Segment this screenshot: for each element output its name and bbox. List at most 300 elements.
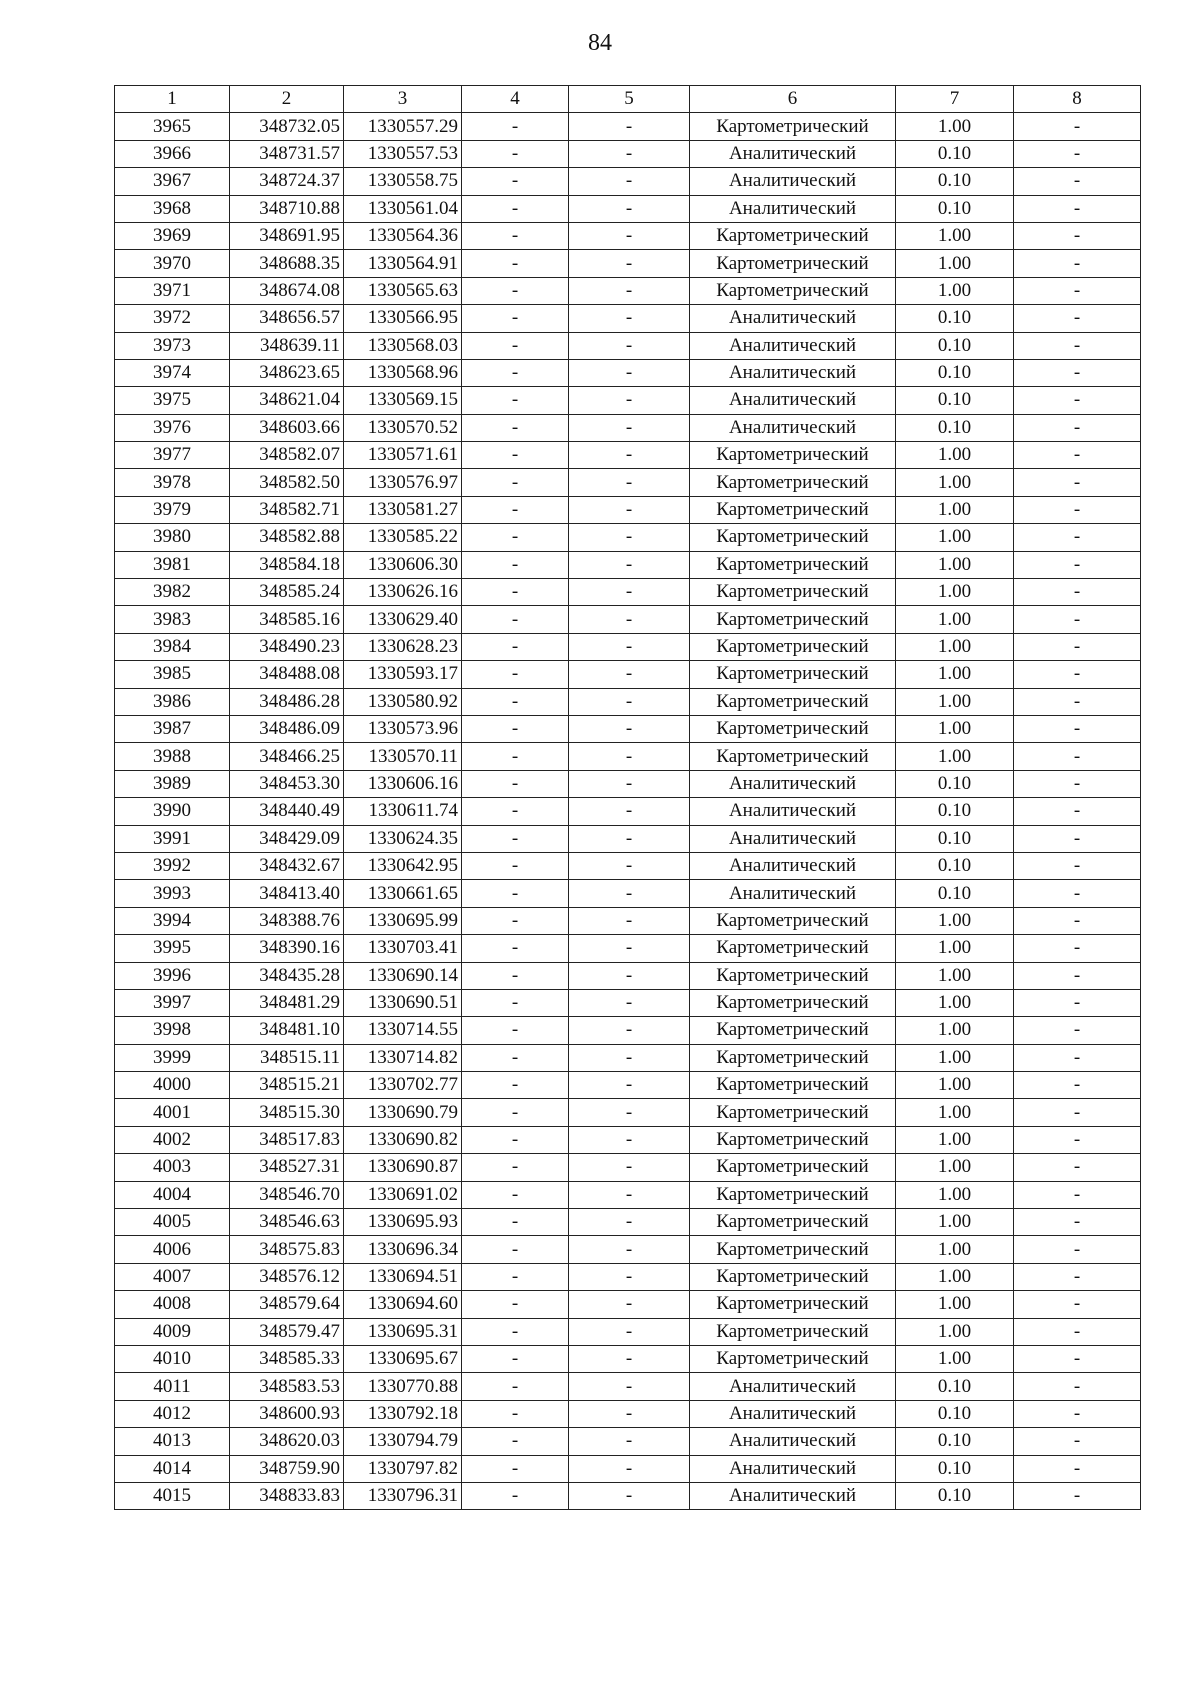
- table-cell: -: [1014, 1044, 1141, 1071]
- column-header: 6: [690, 86, 896, 113]
- table-cell: 3997: [115, 989, 230, 1016]
- table-cell: 3984: [115, 633, 230, 660]
- table-row: [115, 1126, 1141, 1153]
- table-row: [115, 1455, 1141, 1482]
- table-cell: 4006: [115, 1236, 230, 1263]
- table-cell: 348582.71: [230, 496, 344, 523]
- table-cell: 0.10: [896, 332, 1014, 359]
- table-cell: Картометрический: [690, 1154, 896, 1181]
- table-cell: Картометрический: [690, 113, 896, 140]
- table-cell: 1330571.61: [344, 442, 462, 469]
- table-cell: 348585.16: [230, 606, 344, 633]
- table-cell: -: [462, 962, 569, 989]
- table-cell: -: [1014, 715, 1141, 742]
- table-cell: 348515.21: [230, 1072, 344, 1099]
- table-cell: -: [1014, 852, 1141, 879]
- table-cell: 348486.09: [230, 715, 344, 742]
- table-cell: 3993: [115, 880, 230, 907]
- table-cell: -: [1014, 907, 1141, 934]
- table-cell: -: [569, 387, 690, 414]
- table-cell: 348440.49: [230, 798, 344, 825]
- table-cell: Картометрический: [690, 1209, 896, 1236]
- table-cell: -: [569, 907, 690, 934]
- table-cell: Картометрический: [690, 1291, 896, 1318]
- table-cell: 1.00: [896, 250, 1014, 277]
- table-cell: 1330797.82: [344, 1455, 462, 1482]
- table-cell: 1330557.53: [344, 140, 462, 167]
- table-cell: 1.00: [896, 1263, 1014, 1290]
- table-cell: 1.00: [896, 524, 1014, 551]
- table-cell: 1330581.27: [344, 496, 462, 523]
- table-cell: -: [569, 1482, 690, 1509]
- table-cell: 4010: [115, 1345, 230, 1372]
- table-cell: 1.00: [896, 1236, 1014, 1263]
- table-cell: 3989: [115, 770, 230, 797]
- table-row: [115, 962, 1141, 989]
- table-row: [115, 770, 1141, 797]
- table-cell: 348585.24: [230, 579, 344, 606]
- table-cell: 1330796.31: [344, 1482, 462, 1509]
- table-cell: -: [462, 606, 569, 633]
- table-cell: -: [462, 1236, 569, 1263]
- table-cell: 348732.05: [230, 113, 344, 140]
- table-row: [115, 113, 1141, 140]
- table-cell: -: [462, 1044, 569, 1071]
- table-row: [115, 195, 1141, 222]
- table-row: [115, 880, 1141, 907]
- table-cell: -: [1014, 1209, 1141, 1236]
- table-cell: 3974: [115, 359, 230, 386]
- table-cell: 348432.67: [230, 852, 344, 879]
- table-cell: 1.00: [896, 606, 1014, 633]
- table-cell: 1330565.63: [344, 277, 462, 304]
- table-cell: -: [462, 496, 569, 523]
- table-cell: 4008: [115, 1291, 230, 1318]
- table-cell: 1330628.23: [344, 633, 462, 660]
- table-cell: 348517.83: [230, 1126, 344, 1153]
- table-cell: 1.00: [896, 222, 1014, 249]
- table-cell: 1.00: [896, 1099, 1014, 1126]
- table-cell: 1.00: [896, 1072, 1014, 1099]
- table-cell: 1.00: [896, 743, 1014, 770]
- table-cell: 1.00: [896, 551, 1014, 578]
- table-row: [115, 359, 1141, 386]
- table-cell: -: [462, 250, 569, 277]
- table-cell: 1330770.88: [344, 1373, 462, 1400]
- table-cell: 348583.53: [230, 1373, 344, 1400]
- table-cell: -: [1014, 332, 1141, 359]
- table-cell: Картометрический: [690, 962, 896, 989]
- table-cell: -: [1014, 1181, 1141, 1208]
- table-cell: Аналитический: [690, 168, 896, 195]
- table-cell: 348546.70: [230, 1181, 344, 1208]
- table-row: [115, 579, 1141, 606]
- table-cell: -: [462, 551, 569, 578]
- table-header-row: [115, 86, 1141, 113]
- table-cell: -: [462, 113, 569, 140]
- table-cell: 3966: [115, 140, 230, 167]
- table-cell: -: [569, 935, 690, 962]
- table-cell: 0.10: [896, 1482, 1014, 1509]
- table-cell: 1330695.67: [344, 1345, 462, 1372]
- table-cell: -: [462, 1318, 569, 1345]
- table-cell: 348490.23: [230, 633, 344, 660]
- table-cell: 1330690.87: [344, 1154, 462, 1181]
- table-row: [115, 551, 1141, 578]
- column-header: 2: [230, 86, 344, 113]
- table-row: [115, 414, 1141, 441]
- table-cell: 3988: [115, 743, 230, 770]
- table-cell: 0.10: [896, 195, 1014, 222]
- table-cell: 348674.08: [230, 277, 344, 304]
- table-cell: 1330573.96: [344, 715, 462, 742]
- table-cell: -: [462, 222, 569, 249]
- table-cell: -: [1014, 305, 1141, 332]
- table-cell: 3978: [115, 469, 230, 496]
- table-cell: 0.10: [896, 1373, 1014, 1400]
- table-cell: 3971: [115, 277, 230, 304]
- table-cell: Картометрический: [690, 496, 896, 523]
- table-cell: 3999: [115, 1044, 230, 1071]
- table-cell: -: [569, 715, 690, 742]
- table-cell: -: [569, 962, 690, 989]
- table-cell: Картометрический: [690, 1345, 896, 1372]
- table-cell: 1330626.16: [344, 579, 462, 606]
- table-cell: Картометрический: [690, 661, 896, 688]
- table-row: [115, 1099, 1141, 1126]
- table-cell: 1330794.79: [344, 1428, 462, 1455]
- table-cell: 1330702.77: [344, 1072, 462, 1099]
- table-cell: -: [1014, 962, 1141, 989]
- table-cell: -: [1014, 633, 1141, 660]
- table-cell: 0.10: [896, 414, 1014, 441]
- table-cell: Картометрический: [690, 907, 896, 934]
- table-cell: -: [569, 606, 690, 633]
- table-cell: -: [569, 1044, 690, 1071]
- table-cell: -: [569, 551, 690, 578]
- table-cell: 0.10: [896, 880, 1014, 907]
- table-cell: 1.00: [896, 1291, 1014, 1318]
- table-row: [115, 661, 1141, 688]
- table-cell: -: [462, 770, 569, 797]
- table-cell: 1330570.11: [344, 743, 462, 770]
- table-cell: 1.00: [896, 1181, 1014, 1208]
- table-cell: 1330694.60: [344, 1291, 462, 1318]
- table-cell: 348585.33: [230, 1345, 344, 1372]
- table-cell: 348724.37: [230, 168, 344, 195]
- table-cell: -: [462, 140, 569, 167]
- table-cell: -: [569, 140, 690, 167]
- table-cell: -: [1014, 1072, 1141, 1099]
- table-cell: Аналитический: [690, 825, 896, 852]
- table-cell: 3975: [115, 387, 230, 414]
- table-cell: Картометрический: [690, 579, 896, 606]
- table-cell: Аналитический: [690, 1373, 896, 1400]
- table-cell: 1.00: [896, 633, 1014, 660]
- table-cell: 1330569.15: [344, 387, 462, 414]
- column-header: 5: [569, 86, 690, 113]
- table-cell: 1330585.22: [344, 524, 462, 551]
- table-cell: 3980: [115, 524, 230, 551]
- table-cell: -: [462, 1126, 569, 1153]
- table-cell: 1.00: [896, 469, 1014, 496]
- table-cell: 3979: [115, 496, 230, 523]
- table-cell: -: [569, 579, 690, 606]
- table-cell: Картометрический: [690, 524, 896, 551]
- table-cell: -: [1014, 524, 1141, 551]
- table-cell: 4002: [115, 1126, 230, 1153]
- table-cell: -: [1014, 469, 1141, 496]
- table-cell: 348481.10: [230, 1017, 344, 1044]
- table-cell: -: [462, 688, 569, 715]
- table-cell: -: [1014, 1345, 1141, 1372]
- table-cell: 4009: [115, 1318, 230, 1345]
- table-cell: 1330690.79: [344, 1099, 462, 1126]
- table-cell: 1330568.03: [344, 332, 462, 359]
- table-cell: 1330561.04: [344, 195, 462, 222]
- table-cell: -: [462, 1400, 569, 1427]
- table-row: [115, 907, 1141, 934]
- table-cell: Картометрический: [690, 989, 896, 1016]
- table-row: [115, 305, 1141, 332]
- table-cell: 1330690.82: [344, 1126, 462, 1153]
- table-cell: 1330695.99: [344, 907, 462, 934]
- table-cell: 348603.66: [230, 414, 344, 441]
- table-cell: 348481.29: [230, 989, 344, 1016]
- table-cell: 348731.57: [230, 140, 344, 167]
- table-cell: -: [1014, 551, 1141, 578]
- table-cell: -: [1014, 496, 1141, 523]
- table-cell: -: [569, 1099, 690, 1126]
- table-cell: Картометрический: [690, 1181, 896, 1208]
- column-header: 7: [896, 86, 1014, 113]
- table-cell: -: [569, 1154, 690, 1181]
- table-cell: 1.00: [896, 661, 1014, 688]
- table-cell: 3987: [115, 715, 230, 742]
- table-cell: 3990: [115, 798, 230, 825]
- table-cell: -: [569, 305, 690, 332]
- table-cell: -: [569, 770, 690, 797]
- table-cell: 0.10: [896, 770, 1014, 797]
- table-row: [115, 1209, 1141, 1236]
- table-cell: -: [462, 798, 569, 825]
- table-cell: -: [462, 579, 569, 606]
- table-cell: -: [462, 1154, 569, 1181]
- table-cell: Аналитический: [690, 305, 896, 332]
- table-cell: -: [462, 387, 569, 414]
- table-cell: -: [569, 496, 690, 523]
- table-cell: Картометрический: [690, 743, 896, 770]
- table-cell: -: [569, 1345, 690, 1372]
- table-cell: 348435.28: [230, 962, 344, 989]
- table-cell: 3973: [115, 332, 230, 359]
- table-cell: 348488.08: [230, 661, 344, 688]
- table-row: [115, 1400, 1141, 1427]
- table-cell: 348466.25: [230, 743, 344, 770]
- table-cell: 348584.18: [230, 551, 344, 578]
- table-cell: -: [569, 798, 690, 825]
- table-cell: -: [569, 442, 690, 469]
- table-cell: 0.10: [896, 852, 1014, 879]
- table-cell: -: [462, 442, 569, 469]
- table-row: [115, 222, 1141, 249]
- table-cell: -: [462, 825, 569, 852]
- table-cell: Картометрический: [690, 688, 896, 715]
- table-row: [115, 1263, 1141, 1290]
- table-row: [115, 1373, 1141, 1400]
- table-row: [115, 168, 1141, 195]
- table-cell: -: [569, 222, 690, 249]
- table-cell: -: [1014, 1428, 1141, 1455]
- table-cell: 348515.30: [230, 1099, 344, 1126]
- table-cell: -: [569, 633, 690, 660]
- table-row: [115, 743, 1141, 770]
- table-cell: Аналитический: [690, 195, 896, 222]
- table-cell: 1330690.51: [344, 989, 462, 1016]
- table-row: [115, 633, 1141, 660]
- table-cell: -: [569, 1209, 690, 1236]
- table-cell: 1330606.30: [344, 551, 462, 578]
- table-cell: -: [569, 277, 690, 304]
- table-row: [115, 496, 1141, 523]
- table-cell: -: [569, 195, 690, 222]
- table-cell: 348620.03: [230, 1428, 344, 1455]
- table-cell: 348833.83: [230, 1482, 344, 1509]
- table-cell: -: [462, 305, 569, 332]
- table-cell: -: [462, 633, 569, 660]
- table-cell: 1330564.36: [344, 222, 462, 249]
- table-cell: 348688.35: [230, 250, 344, 277]
- table-cell: -: [462, 1428, 569, 1455]
- table-row: [115, 715, 1141, 742]
- table-cell: -: [462, 359, 569, 386]
- table-cell: 1330557.29: [344, 113, 462, 140]
- table-cell: 3972: [115, 305, 230, 332]
- table-cell: -: [1014, 195, 1141, 222]
- table-cell: 4003: [115, 1154, 230, 1181]
- table-cell: 0.10: [896, 1455, 1014, 1482]
- table-cell: -: [1014, 798, 1141, 825]
- table-cell: 1330580.92: [344, 688, 462, 715]
- table-cell: -: [569, 1373, 690, 1400]
- table-cell: 1.00: [896, 1044, 1014, 1071]
- table-cell: -: [569, 1072, 690, 1099]
- table-cell: 4005: [115, 1209, 230, 1236]
- table-cell: -: [569, 989, 690, 1016]
- table-cell: 348486.28: [230, 688, 344, 715]
- table-cell: 348575.83: [230, 1236, 344, 1263]
- table-cell: 3970: [115, 250, 230, 277]
- table-cell: 4014: [115, 1455, 230, 1482]
- table-row: [115, 140, 1141, 167]
- table-row: [115, 1044, 1141, 1071]
- table-row: [115, 935, 1141, 962]
- table-cell: 348579.47: [230, 1318, 344, 1345]
- table-cell: 1.00: [896, 1126, 1014, 1153]
- table-cell: 1330558.75: [344, 168, 462, 195]
- table-cell: -: [569, 469, 690, 496]
- table-cell: 0.10: [896, 168, 1014, 195]
- table-cell: Картометрический: [690, 1236, 896, 1263]
- table-cell: -: [569, 332, 690, 359]
- table-row: [115, 524, 1141, 551]
- table-cell: 348639.11: [230, 332, 344, 359]
- table-cell: 3985: [115, 661, 230, 688]
- table-cell: -: [569, 852, 690, 879]
- table-cell: -: [462, 880, 569, 907]
- table-row: [115, 798, 1141, 825]
- table-cell: Аналитический: [690, 414, 896, 441]
- table-cell: -: [1014, 168, 1141, 195]
- table-cell: 0.10: [896, 1428, 1014, 1455]
- table-cell: 4015: [115, 1482, 230, 1509]
- table-cell: -: [569, 250, 690, 277]
- table-cell: 4007: [115, 1263, 230, 1290]
- table-cell: 348691.95: [230, 222, 344, 249]
- table-row: [115, 1482, 1141, 1509]
- table-cell: Аналитический: [690, 1428, 896, 1455]
- table-cell: -: [569, 688, 690, 715]
- table-cell: -: [1014, 1373, 1141, 1400]
- table-cell: -: [462, 1181, 569, 1208]
- table-cell: 1330695.31: [344, 1318, 462, 1345]
- table-cell: 1.00: [896, 579, 1014, 606]
- table-cell: 3977: [115, 442, 230, 469]
- table-cell: 348515.11: [230, 1044, 344, 1071]
- table-cell: -: [1014, 688, 1141, 715]
- table-cell: Картометрический: [690, 551, 896, 578]
- table-row: [115, 1154, 1141, 1181]
- table-cell: -: [1014, 277, 1141, 304]
- table-cell: 1.00: [896, 496, 1014, 523]
- table-cell: Аналитический: [690, 770, 896, 797]
- table-cell: -: [569, 1263, 690, 1290]
- table-cell: -: [569, 1318, 690, 1345]
- table-cell: Аналитический: [690, 1400, 896, 1427]
- table-cell: -: [462, 1373, 569, 1400]
- table-cell: 348579.64: [230, 1291, 344, 1318]
- table-cell: -: [462, 414, 569, 441]
- table-cell: 3995: [115, 935, 230, 962]
- table-row: [115, 1291, 1141, 1318]
- table-cell: 4011: [115, 1373, 230, 1400]
- table-cell: 3965: [115, 113, 230, 140]
- column-header: 1: [115, 86, 230, 113]
- table-cell: Картометрический: [690, 469, 896, 496]
- table-cell: Картометрический: [690, 1017, 896, 1044]
- table-cell: 348600.93: [230, 1400, 344, 1427]
- table-cell: -: [1014, 1126, 1141, 1153]
- table-cell: 0.10: [896, 359, 1014, 386]
- table-cell: 1330629.40: [344, 606, 462, 633]
- table-cell: Аналитический: [690, 798, 896, 825]
- table-row: [115, 1072, 1141, 1099]
- table-cell: -: [462, 1482, 569, 1509]
- table-row: [115, 825, 1141, 852]
- table-cell: Картометрический: [690, 277, 896, 304]
- table-cell: 1330661.65: [344, 880, 462, 907]
- table-cell: 4013: [115, 1428, 230, 1455]
- table-cell: -: [1014, 222, 1141, 249]
- table-cell: 3968: [115, 195, 230, 222]
- table-cell: -: [569, 1126, 690, 1153]
- table-cell: -: [1014, 770, 1141, 797]
- table-cell: -: [1014, 661, 1141, 688]
- table-cell: -: [1014, 387, 1141, 414]
- table-cell: -: [462, 1291, 569, 1318]
- table-cell: 1330593.17: [344, 661, 462, 688]
- table-cell: Аналитический: [690, 1455, 896, 1482]
